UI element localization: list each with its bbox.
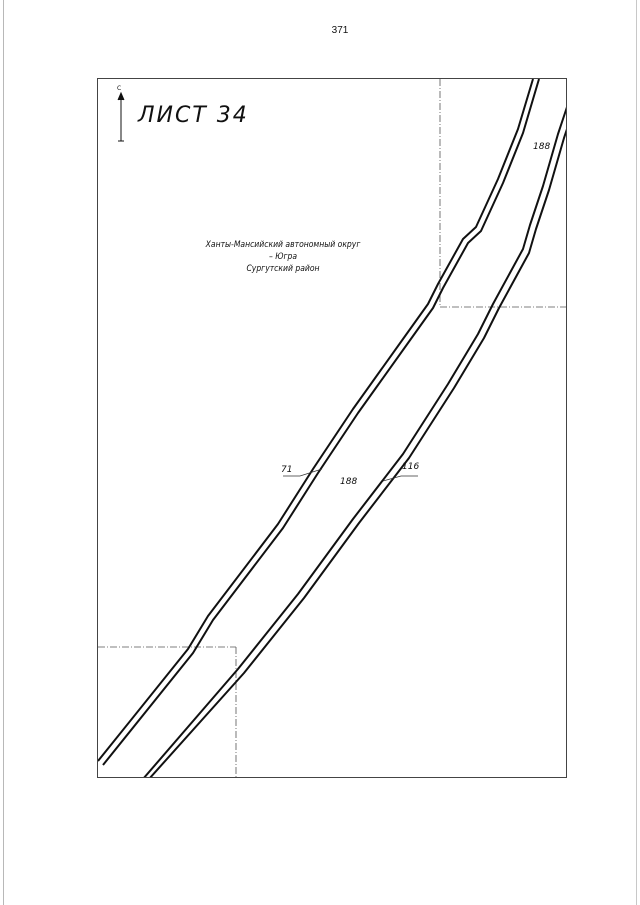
region-label-line: – Югра <box>268 252 298 262</box>
region-label-line: Ханты-Мансийский автономный округ <box>205 240 361 250</box>
road-left-outer <box>98 79 533 761</box>
page-edge <box>3 0 4 905</box>
region-label-line: Сургутский район <box>246 264 320 274</box>
north-arrow-icon <box>118 93 124 141</box>
parcel-label-center: 188 <box>340 477 358 487</box>
parcel-label-top-right: 188 <box>533 142 551 152</box>
north-arrow-letter: С <box>117 85 122 92</box>
page-edge <box>636 0 637 905</box>
road-right-outer <box>143 104 567 778</box>
road-left-inner <box>103 79 539 765</box>
road-right-inner <box>149 126 567 778</box>
sheet-title: ЛИСТ 34 <box>138 103 249 128</box>
map-sheet <box>97 78 567 778</box>
boundary-label-71: 71 <box>281 465 293 475</box>
page-number: 371 <box>331 25 349 36</box>
region-label <box>178 239 388 275</box>
boundary-label-116: 116 <box>402 462 420 472</box>
map-drawing <box>98 79 567 778</box>
leader-line-116 <box>383 476 418 481</box>
